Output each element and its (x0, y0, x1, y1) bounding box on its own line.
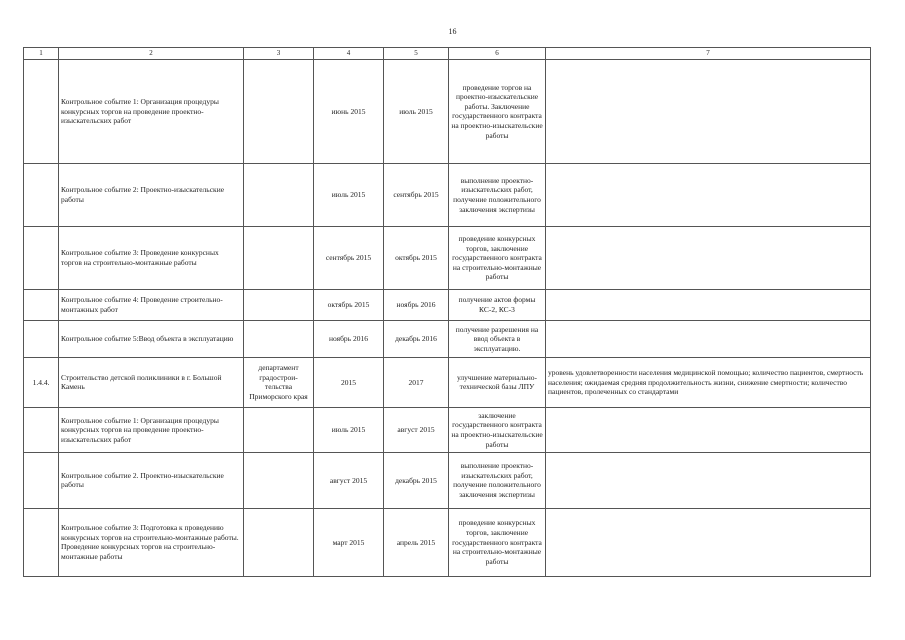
row-end: апрель 2015 (384, 508, 449, 576)
row-start: 2015 (314, 357, 384, 407)
row-executor (244, 226, 314, 289)
row-indicators (546, 163, 871, 226)
row-indicators (546, 508, 871, 576)
row-result: проведение конкурсных торгов, заключение государственного контракта на строительно-монтажные работы (449, 226, 546, 289)
row-end: декабрь 2016 (384, 320, 449, 357)
row-name: Контрольное событие 2: Проектно-изыскательские работы (59, 163, 244, 226)
col-header-2: 2 (59, 48, 244, 60)
col-header-7: 7 (546, 48, 871, 60)
row-executor (244, 508, 314, 576)
table-row (24, 508, 871, 576)
row-name: Контрольное событие 4: Проведение строительно-монтажных работ (59, 289, 244, 320)
row-start: март 2015 (314, 508, 384, 576)
table-row (24, 407, 871, 452)
row-start: июль 2015 (314, 163, 384, 226)
row-end: декабрь 2015 (384, 452, 449, 508)
table-row (24, 163, 871, 226)
row-start: ноябрь 2016 (314, 320, 384, 357)
row-indicators: уровень удовлетворенности населения медицинской помощью; количество пациентов, смертность населения; ожидаемая средняя продолжительность жизни, снижение смертности; количество пациентов, пролеченных со стандартами (546, 357, 871, 407)
row-executor: департамент градострои-тельства Приморского края (244, 357, 314, 407)
row-number (24, 289, 59, 320)
row-number (24, 226, 59, 289)
table-row (24, 452, 871, 508)
row-executor (244, 320, 314, 357)
row-executor (244, 452, 314, 508)
row-end: октябрь 2015 (384, 226, 449, 289)
col-header-5: 5 (384, 48, 449, 60)
row-start: октябрь 2015 (314, 289, 384, 320)
row-name: Строительство детской поликлиники в г. Большой Камень (59, 357, 244, 407)
row-number (24, 59, 59, 163)
table-row (24, 226, 871, 289)
row-name: Контрольное событие 1: Организация процедуры конкурсных торгов на проведение проектно-изыскательских работ (59, 59, 244, 163)
table-row (24, 357, 871, 407)
row-name: Контрольное событие 1: Организация процедуры конкурсных торгов на проведение проектно-изыскательских работ (59, 407, 244, 452)
row-start: август 2015 (314, 452, 384, 508)
row-result: проведение торгов на проектно-изыскательские работы. Заключение государственного контракта на проектно-изыскательские работы (449, 59, 546, 163)
row-end: ноябрь 2016 (384, 289, 449, 320)
row-start: июль 2015 (314, 407, 384, 452)
row-result: улучшение материально-технической базы ЛПУ (449, 357, 546, 407)
row-indicators (546, 320, 871, 357)
row-result: проведение конкурсных торгов, заключение государственного контракта на строительно-монтажные работы (449, 508, 546, 576)
col-header-3: 3 (244, 48, 314, 60)
row-result: выполнение проектно-изыскательских работ, получение положительного заключения экспертизы (449, 452, 546, 508)
row-end: сентябрь 2015 (384, 163, 449, 226)
row-result: получение актов формы КС-2, КС-3 (449, 289, 546, 320)
row-start: сентябрь 2015 (314, 226, 384, 289)
page-number: 16 (448, 27, 457, 36)
table-row (24, 59, 871, 163)
row-number (24, 320, 59, 357)
row-number: 1.4.4. (24, 357, 59, 407)
row-indicators (546, 226, 871, 289)
col-header-1: 1 (24, 48, 59, 60)
col-header-6: 6 (449, 48, 546, 60)
row-number (24, 508, 59, 576)
row-indicators (546, 452, 871, 508)
row-name: Контрольное событие 3: Проведение конкурсных торгов на строительно-монтажные работы (59, 226, 244, 289)
row-result: получение разрешения на ввод объекта в эксплуатацию. (449, 320, 546, 357)
row-executor (244, 59, 314, 163)
row-indicators (546, 407, 871, 452)
row-end: 2017 (384, 357, 449, 407)
row-name: Контрольное событие 5:Ввод объекта в эксплуатацию (59, 320, 244, 357)
row-result: выполнение проектно-изыскательских работ, получение положительного заключения экспертизы (449, 163, 546, 226)
row-number (24, 163, 59, 226)
plan-table (23, 47, 871, 577)
col-header-4: 4 (314, 48, 384, 60)
row-start: июнь 2015 (314, 59, 384, 163)
row-indicators (546, 59, 871, 163)
table-row (24, 289, 871, 320)
row-executor (244, 163, 314, 226)
row-executor (244, 407, 314, 452)
row-indicators (546, 289, 871, 320)
row-end: июль 2015 (384, 59, 449, 163)
row-executor (244, 289, 314, 320)
row-name: Контрольное событие 2. Проектно-изыскательские работы (59, 452, 244, 508)
row-end: август 2015 (384, 407, 449, 452)
table-row (24, 320, 871, 357)
row-number (24, 407, 59, 452)
row-name: Контрольное событие 3: Подготовка к проведению конкурсных торгов на строительно-монтажные работы. Проведение конкурсных торгов на строительно-монтажные работы (59, 508, 244, 576)
row-result: заключение государственного контракта на проектно-изыскательские работы (449, 407, 546, 452)
header-row (24, 48, 871, 60)
row-number (24, 452, 59, 508)
